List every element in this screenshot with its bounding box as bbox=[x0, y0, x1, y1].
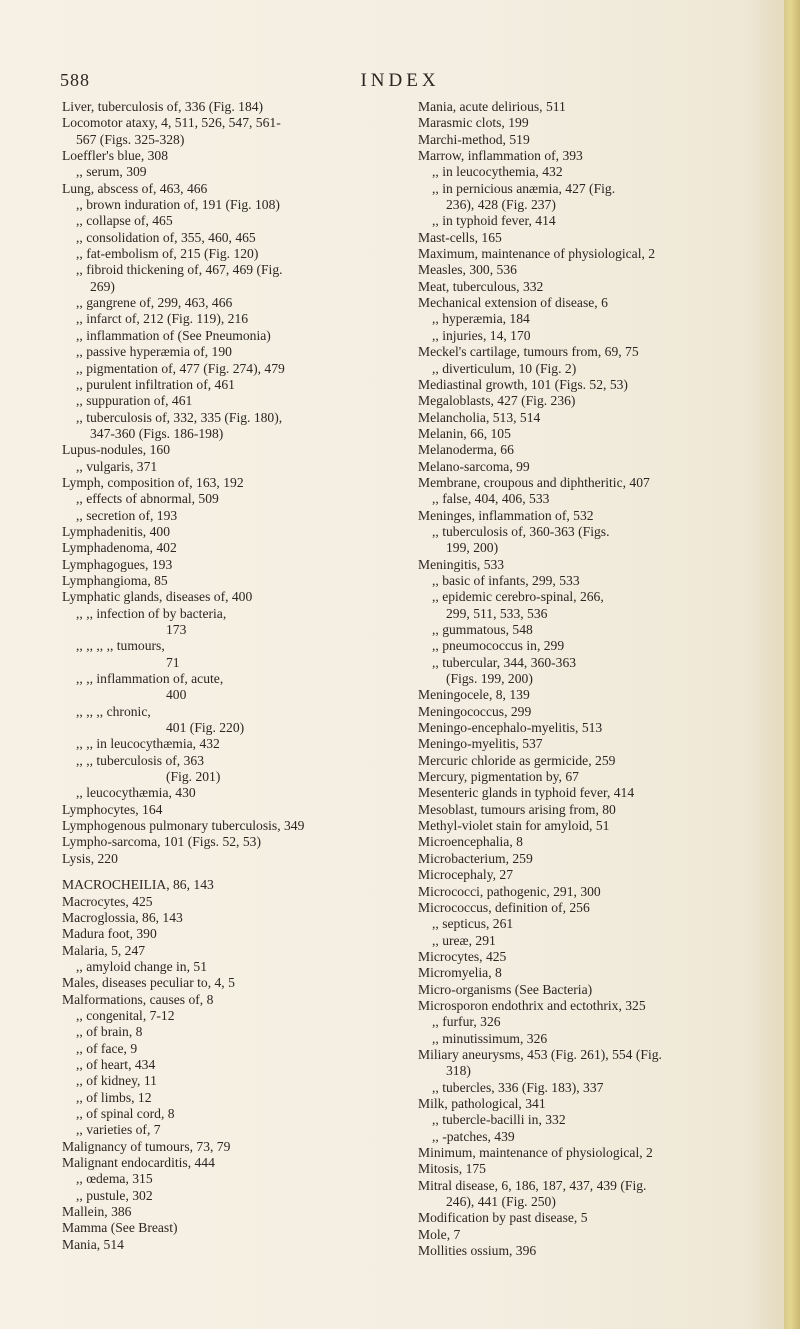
index-entry: (Figs. 199, 200) bbox=[446, 671, 533, 687]
index-entry: ,, of heart, 434 bbox=[76, 1056, 156, 1072]
index-entry: ,, effects of abnormal, 509 bbox=[76, 491, 219, 507]
index-entry: ,, diverticulum, 10 (Fig. 2) bbox=[432, 360, 577, 376]
index-entry: ,, fibroid thickening of, 467, 469 (Fig. bbox=[76, 262, 283, 278]
index-entry: ,, pustule, 302 bbox=[76, 1187, 153, 1203]
index-entry: Lymphagogues, 193 bbox=[62, 556, 173, 572]
index-entry: Meat, tuberculous, 332 bbox=[418, 278, 544, 294]
index-entry: ,, pigmentation of, 477 (Fig. 274), 479 bbox=[76, 360, 285, 376]
index-entry: ,, basic of infants, 299, 533 bbox=[432, 572, 580, 588]
index-entry: Mercuric chloride as germicide, 259 bbox=[418, 752, 616, 768]
index-entry: ,, in leucocythemia, 432 bbox=[432, 164, 563, 180]
index-entry: Mollities ossium, 396 bbox=[418, 1243, 537, 1259]
page-edge bbox=[784, 0, 800, 1329]
page-number: 588 bbox=[60, 70, 90, 90]
index-entry: Membrane, croupous and diphtheritic, 407 bbox=[418, 474, 650, 490]
index-entry: Microencephalia, 8 bbox=[418, 834, 523, 850]
index-entry: Mercury, pigmentation by, 67 bbox=[418, 769, 579, 785]
index-entry: Lupus-nodules, 160 bbox=[62, 442, 170, 458]
index-entry: Malignancy of tumours, 73, 79 bbox=[62, 1138, 231, 1154]
index-entry: ,, infarct of, 212 (Fig. 119), 216 bbox=[76, 311, 249, 327]
index-entry: Melano-sarcoma, 99 bbox=[418, 458, 530, 474]
index-entry: 269) bbox=[90, 278, 115, 294]
index-entry: Megaloblasts, 427 (Fig. 236) bbox=[418, 393, 576, 409]
index-entry: Mania, acute delirious, 511 bbox=[418, 99, 566, 114]
index-entry: Meningo-myelitis, 537 bbox=[418, 736, 543, 752]
index-entry: Liver, tuberculosis of, 336 (Fig. 184) bbox=[62, 99, 264, 114]
index-column-left bbox=[62, 99, 392, 1253]
index-entry: ,, œdema, 315 bbox=[76, 1171, 153, 1187]
index-entry: Microcephaly, 27 bbox=[418, 867, 513, 883]
index-entry: 173 bbox=[166, 622, 187, 637]
index-entry: Milk, pathological, 341 bbox=[418, 1095, 546, 1111]
index-entry: ,, of spinal cord, 8 bbox=[76, 1105, 175, 1121]
index-entry: ,, tuberculosis of, 332, 335 (Fig. 180), bbox=[76, 409, 283, 425]
index-entry: Meninges, inflammation of, 532 bbox=[418, 507, 594, 523]
index-entry: ,, collapse of, 465 bbox=[76, 213, 173, 229]
index-entry: ,, of kidney, 11 bbox=[76, 1073, 157, 1089]
index-entry: ,, tubercles, 336 (Fig. 183), 337 bbox=[432, 1079, 604, 1095]
index-entry: ,, septicus, 261 bbox=[432, 916, 514, 932]
index-entry: Microcytes, 425 bbox=[418, 948, 507, 964]
index-entry: Lymphangioma, 85 bbox=[62, 572, 168, 588]
index-entry: Melanin, 66, 105 bbox=[418, 425, 511, 441]
index-entry: 567 (Figs. 325-328) bbox=[76, 131, 185, 147]
index-entry: Mechanical extension of disease, 6 bbox=[418, 295, 608, 311]
index-entry: Mesenteric glands in typhoid fever, 414 bbox=[418, 785, 635, 801]
index-entry: ,, suppuration of, 461 bbox=[76, 393, 193, 409]
index-entry: Marchi-method, 519 bbox=[418, 131, 530, 147]
index-entry: ,, fat-embolism of, 215 (Fig. 120) bbox=[76, 246, 259, 262]
index-entry: Mast-cells, 165 bbox=[418, 229, 502, 245]
index-entry: Loeffler's blue, 308 bbox=[62, 148, 169, 164]
index-entry: ,, gummatous, 548 bbox=[432, 622, 533, 637]
index-entry: ,, leucocythæmia, 430 bbox=[76, 785, 196, 801]
index-entry: 71 bbox=[166, 654, 180, 670]
index-entry: Micrococcus, definition of, 256 bbox=[418, 899, 590, 915]
index-entry: Micromyelia, 8 bbox=[418, 965, 502, 981]
index-entry: Miliary aneurysms, 453 (Fig. 261), 554 (Fig. bbox=[418, 1046, 662, 1062]
index-entry: ,, pneumococcus in, 299 bbox=[432, 638, 565, 654]
index-entry: 236), 428 (Fig. 237) bbox=[446, 197, 556, 213]
index-entry: Meningocele, 8, 139 bbox=[418, 687, 530, 703]
index-entry: Marasmic clots, 199 bbox=[418, 115, 529, 131]
index-entry: Meningo-encephalo-myelitis, 513 bbox=[418, 720, 603, 736]
index-entry: Madura foot, 390 bbox=[62, 926, 157, 942]
index-entry: Minimum, maintenance of physiological, 2 bbox=[418, 1145, 653, 1160]
index-entry: Lymph, composition of, 163, 192 bbox=[62, 474, 244, 490]
index-entry: MACROCHEILIA, 86, 143 bbox=[62, 877, 214, 893]
index-entry: 401 (Fig. 220) bbox=[166, 720, 245, 736]
index-entry: ,, in pernicious anæmia, 427 (Fig. bbox=[432, 180, 616, 196]
index-entry: Mamma (See Breast) bbox=[62, 1220, 178, 1236]
index-entry: ,, injuries, 14, 170 bbox=[432, 327, 531, 343]
index-entry: Meningococcus, 299 bbox=[418, 703, 532, 719]
index-entry: ,, amyloid change in, 51 bbox=[76, 958, 207, 974]
index-entry: ,, secretion of, 193 bbox=[76, 507, 178, 523]
index-entry: Measles, 300, 536 bbox=[418, 262, 517, 278]
index-entry: ,, tubercular, 344, 360-363 bbox=[432, 654, 577, 670]
index-entry: ,, ,, inflammation of, acute, bbox=[76, 671, 224, 687]
index-entry: Lympho-sarcoma, 101 (Figs. 52, 53) bbox=[62, 834, 261, 850]
index-entry: Mole, 7 bbox=[418, 1226, 461, 1242]
index-entry: Mitosis, 175 bbox=[418, 1161, 486, 1177]
index-entry: ,, -patches, 439 bbox=[432, 1128, 515, 1144]
index-entry: Malignant endocarditis, 444 bbox=[62, 1155, 215, 1170]
index-entry: Microsporon endothrix and ectothrix, 325 bbox=[418, 997, 646, 1013]
index-entry: Microbacterium, 259 bbox=[418, 850, 533, 866]
index-entry: ,, false, 404, 406, 533 bbox=[432, 491, 550, 507]
index-entry: ,, furfur, 326 bbox=[432, 1014, 501, 1030]
index-entry: Lymphatic glands, diseases of, 400 bbox=[62, 589, 253, 605]
index-entry: ,, tubercle-bacilli in, 332 bbox=[432, 1112, 566, 1128]
index-entry: Lymphadenitis, 400 bbox=[62, 523, 170, 539]
index-entry: ,, varieties of, 7 bbox=[76, 1122, 161, 1138]
index-entry: ,, in typhoid fever, 414 bbox=[432, 213, 556, 229]
index-entry: ,, vulgaris, 371 bbox=[76, 458, 158, 474]
index-entry: Mediastinal growth, 101 (Figs. 52, 53) bbox=[418, 376, 628, 392]
index-entry: 318) bbox=[446, 1063, 471, 1079]
index-entry: ,, ,, tuberculosis of, 363 bbox=[76, 752, 204, 768]
index-entry: 400 bbox=[166, 687, 187, 703]
index-entry: Melancholia, 513, 514 bbox=[418, 409, 541, 425]
index-entry: ,, of face, 9 bbox=[76, 1040, 138, 1056]
index-entry: Mitral disease, 6, 186, 187, 437, 439 (Fig. bbox=[418, 1177, 647, 1193]
index-entry: Mallein, 386 bbox=[62, 1204, 132, 1220]
index-entry: Lung, abscess of, 463, 466 bbox=[62, 180, 208, 196]
index-entry: (Fig. 201) bbox=[166, 769, 221, 785]
index-entry: Marrow, inflammation of, 393 bbox=[418, 148, 583, 164]
index-entry: Lymphogenous pulmonary tuberculosis, 349 bbox=[62, 818, 305, 834]
index-entry: 347-360 (Figs. 186-198) bbox=[90, 425, 224, 441]
index-entry: ,, of limbs, 12 bbox=[76, 1089, 152, 1105]
index-entry: ,, ,, ,, ,, tumours, bbox=[76, 638, 165, 654]
index-entry: ,, ,, in leucocythæmia, 432 bbox=[76, 736, 220, 752]
index-entry: 246), 441 (Fig. 250) bbox=[446, 1194, 556, 1210]
index-entry: ,, consolidation of, 355, 460, 465 bbox=[76, 229, 256, 245]
index-entry: Meningitis, 533 bbox=[418, 556, 505, 572]
index-entry: ,, hyperæmia, 184 bbox=[432, 311, 530, 327]
index-entry: ,, purulent infiltration of, 461 bbox=[76, 376, 235, 392]
index-entry: Methyl-violet stain for amyloid, 51 bbox=[418, 818, 610, 834]
index-entry: ,, epidemic cerebro-spinal, 266, bbox=[432, 589, 604, 605]
index-entry: Macrocytes, 425 bbox=[62, 893, 153, 909]
index-entry: Lymphocytes, 164 bbox=[62, 801, 163, 817]
index-entry: ,, gangrene of, 299, 463, 466 bbox=[76, 295, 233, 311]
index-entry: ,, serum, 309 bbox=[76, 164, 147, 180]
running-title: INDEX bbox=[360, 70, 440, 91]
index-entry: Meckel's cartilage, tumours from, 69, 75 bbox=[418, 344, 639, 360]
index-entry: Males, diseases peculiar to, 4, 5 bbox=[62, 975, 235, 991]
index-entry: Lysis, 220 bbox=[62, 850, 118, 866]
index-entry: Melanoderma, 66 bbox=[418, 442, 514, 458]
index-entry: Lymphadenoma, 402 bbox=[62, 540, 177, 556]
index-column-right bbox=[418, 99, 774, 1259]
index-entry: Malaria, 5, 247 bbox=[62, 942, 146, 958]
index-entry: ,, ,, infection of by bacteria, bbox=[76, 605, 227, 621]
index-entry: 299, 511, 533, 536 bbox=[446, 605, 548, 621]
index-entry: ,, ,, ,, chronic, bbox=[76, 703, 151, 719]
index-entry: Malformations, causes of, 8 bbox=[62, 991, 214, 1007]
index-entry: Macroglossia, 86, 143 bbox=[62, 909, 183, 925]
index-entry: Micro-organisms (See Bacteria) bbox=[418, 981, 593, 997]
index-entry: Maximum, maintenance of physiological, 2 bbox=[418, 246, 656, 262]
index-entry: ,, inflammation of (See Pneumonia) bbox=[76, 327, 271, 343]
index-entry: Mania, 514 bbox=[62, 1236, 124, 1252]
index-entry: Micrococci, pathogenic, 291, 300 bbox=[418, 883, 601, 899]
index-entry: Mesoblast, tumours arising from, 80 bbox=[418, 801, 616, 817]
index-entry: ,, tuberculosis of, 360-363 (Figs. bbox=[432, 523, 610, 539]
index-entry: Modification by past disease, 5 bbox=[418, 1210, 588, 1226]
index-entry: ,, minutissimum, 326 bbox=[432, 1030, 548, 1046]
page-header bbox=[0, 70, 800, 94]
index-entry: ,, congenital, 7-12 bbox=[76, 1007, 175, 1023]
index-entry: ,, ureæ, 291 bbox=[432, 932, 496, 948]
index-entry: ,, of brain, 8 bbox=[76, 1024, 143, 1040]
index-entry: ,, passive hyperæmia of, 190 bbox=[76, 344, 232, 360]
index-entry: Locomotor ataxy, 4, 511, 526, 547, 561- bbox=[62, 115, 281, 131]
index-entry: ,, brown induration of, 191 (Fig. 108) bbox=[76, 197, 280, 213]
index-entry: 199, 200) bbox=[446, 540, 499, 556]
